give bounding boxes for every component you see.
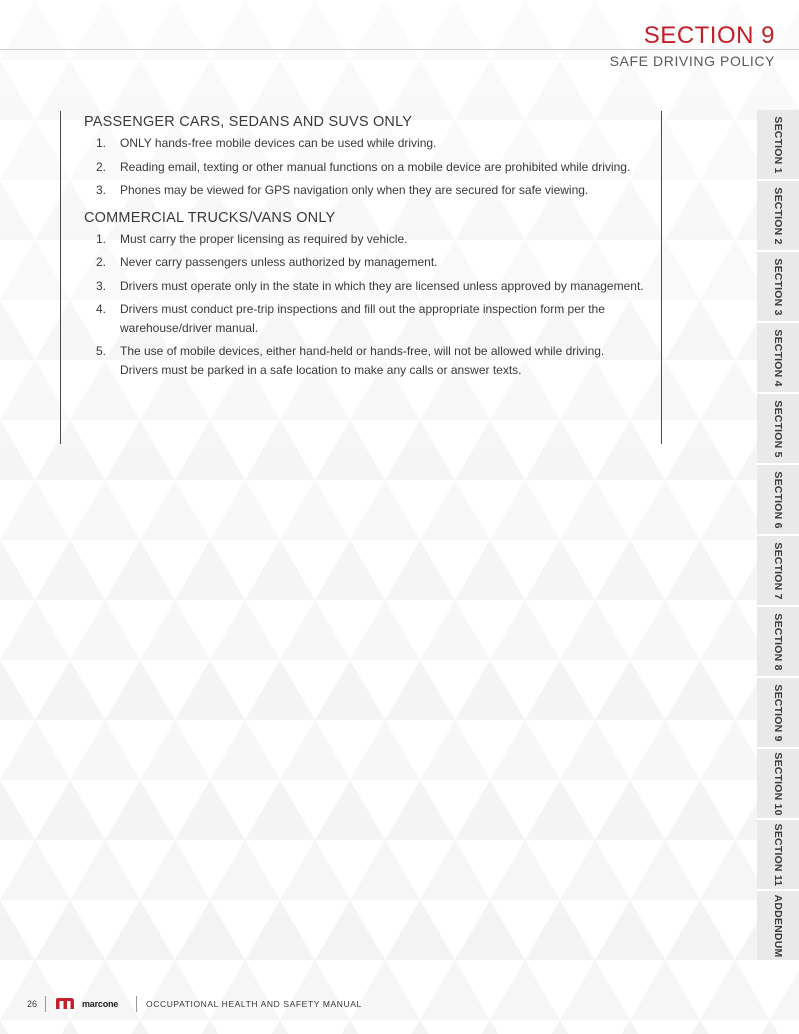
passenger-heading: PASSENGER CARS, SEDANS AND SUVS ONLY [84,114,413,130]
list-item [84,230,644,249]
item-text: Phones may be viewed for GPS navigation only when they are secured for safe viewing. [120,183,589,197]
tab-label: SECTION 7 [772,541,784,600]
section-subtitle: SAFE DRIVING POLICY [609,53,775,69]
list-item [84,253,644,272]
tab-section-4[interactable] [757,323,799,394]
tab-section-1[interactable] [757,110,799,181]
tab-section-10[interactable] [757,749,799,820]
marcone-logo-icon [55,997,75,1010]
passenger-list [84,134,644,200]
item-text: Never carry passengers unless authorized by management. [120,255,438,269]
item-number: 5. [96,344,107,358]
tab-section-5[interactable] [757,394,799,465]
tab-label: ADDENDUM [772,894,784,957]
tab-section-6[interactable] [757,465,799,536]
commercial-heading: COMMERCIAL TRUCKS/VANS ONLY [84,209,336,226]
tab-section-8[interactable] [757,607,799,678]
tab-label: SECTION 4 [772,328,784,387]
tab-label: SECTION 6 [772,470,784,529]
tab-label: SECTION 5 [772,399,784,458]
list-item [84,300,644,337]
content-inner [84,111,644,384]
section-title: SECTION 9 [643,22,775,49]
footer-divider [136,996,137,1012]
list-item [84,181,644,200]
item-text: The use of mobile devices, either hand-held or hands-free, will not be allowed while driving. Drivers must be parked in a safe location to make any calls or answer texts. [120,344,605,377]
item-text: ONLY hands-free mobile devices can be used while driving. [120,136,437,150]
tab-label: SECTION 2 [772,186,784,245]
tab-label: SECTION 10 [772,751,784,816]
footer-divider [45,996,46,1012]
item-number: 1. [96,231,107,246]
page-number: 26 [27,999,38,1009]
item-number: 2. [96,159,107,174]
list-item [84,134,644,153]
item-text: Drivers must operate only in the state in which they are licensed unless approved by management. [120,278,644,293]
content-box [60,111,662,444]
section-tabs [757,110,799,962]
item-number: 1. [96,136,107,150]
manual-title: OCCUPATIONAL HEALTH AND SAFETY MANUAL [146,999,362,1009]
item-number: 3. [96,278,107,293]
tab-section-9[interactable] [757,678,799,749]
item-number: 4. [96,302,107,316]
tab-section-2[interactable] [757,181,799,252]
tab-section-11[interactable] [757,820,799,891]
item-text: Reading email, texting or other manual functions on a mobile device are prohibited while driving. [120,159,631,174]
item-text: Drivers must conduct pre-trip inspections and fill out the appropriate inspection form per the warehouse/driver manual. [120,302,605,335]
list-item [84,342,644,379]
tab-addendum[interactable] [757,891,799,962]
tab-section-3[interactable] [757,252,799,323]
list-item [84,277,644,296]
list-item [84,158,644,177]
footer [0,995,799,1015]
tab-label: SECTION 1 [772,115,784,174]
item-number: 3. [96,183,107,197]
commercial-list [84,230,644,380]
item-number: 2. [96,255,107,269]
tab-label: SECTION 3 [772,257,784,316]
logo-wordmark: marcone [82,999,119,1009]
tab-label: SECTION 11 [772,823,784,886]
tab-label: SECTION 9 [772,683,784,742]
tab-section-7[interactable] [757,536,799,607]
item-text: Must carry the proper licensing as required by vehicle. [120,231,408,246]
tab-label: SECTION 8 [772,612,784,671]
